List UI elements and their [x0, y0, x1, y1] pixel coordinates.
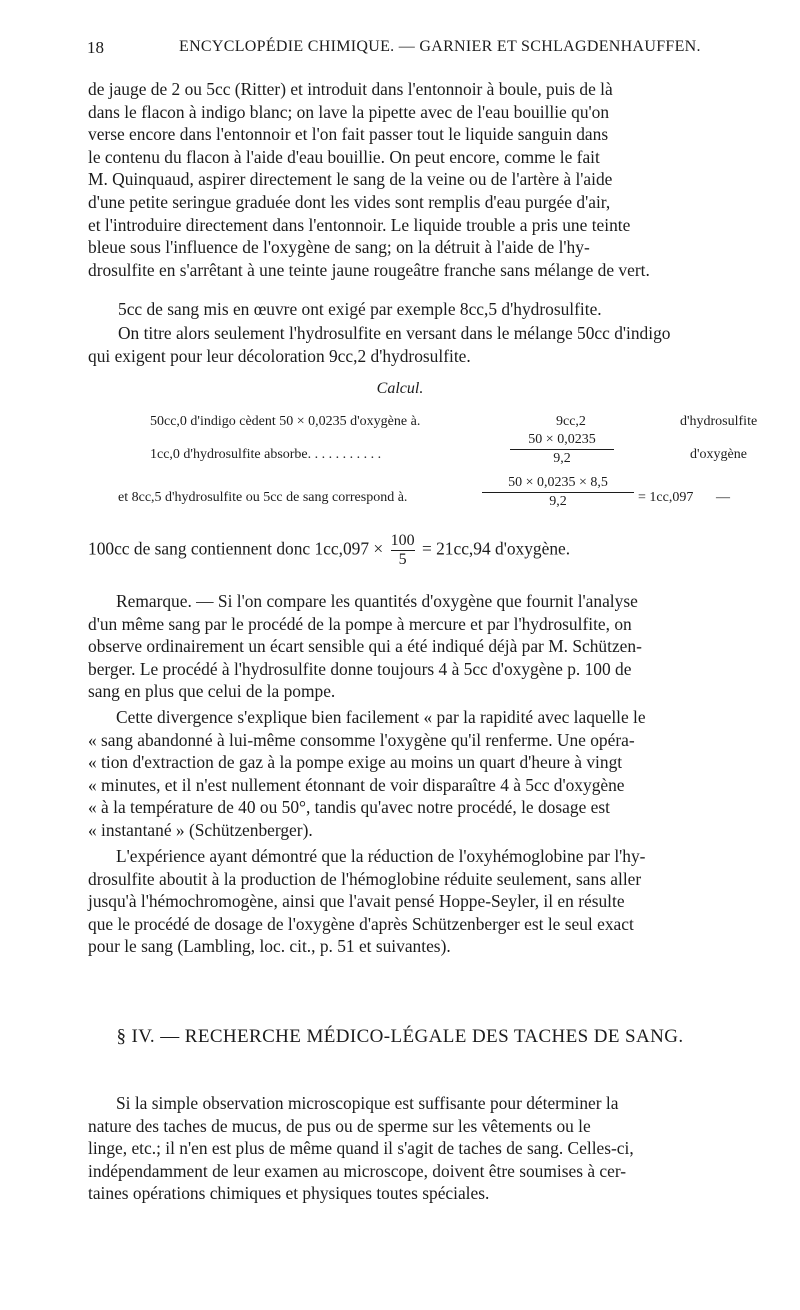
equation-prefix: 100cc de sang contiennent donc 1cc,097 ×: [88, 538, 384, 559]
text-line: et l'introduire directement dans l'entonnoir. Le liquide trouble a pris une teinte: [88, 214, 631, 235]
running-title: ENCYCLOPÉDIE CHIMIQUE. — GARNIER ET SCHLAGDENHAUFFEN.: [179, 38, 701, 55]
text-line: de jauge de 2 ou 5cc (Ritter) et introduit dans l'entonnoir à boule, puis de là: [88, 79, 613, 99]
calc-line-1-value: 9cc,2: [556, 414, 586, 429]
text-line: taines opérations chimiques et physiques toutes spéciales.: [88, 1183, 490, 1204]
equation-fraction: [391, 532, 415, 569]
fraction-numerator: 50 × 0,0235: [510, 432, 614, 450]
text-line: nature des taches de mucus, de pus ou de sperme sur les vêtements ou le: [88, 1115, 591, 1136]
text-line: L'expérience ayant démontré que la réduction de l'oxyhémoglobine par l'hy-: [116, 846, 646, 866]
text-line: observe ordinairement un écart sensible qui a été indiqué déjà par M. Schützen-: [88, 636, 642, 657]
text-line: « instantané » (Schützenberger).: [88, 819, 313, 840]
text-line: d'une petite seringue graduée dont les vides sont remplis d'eau purgée d'air,: [88, 191, 611, 212]
fraction-denominator: 5: [398, 551, 407, 568]
paragraph-experience: [88, 845, 780, 958]
text-line: « à la température de 40 ou 50°, tandis qu'avec notre procédé, le dosage est: [88, 797, 610, 818]
text-line: Cette divergence s'explique bien facilement « par la rapidité avec laquelle le: [116, 707, 646, 727]
text-line: M. Quinquaud, aspirer directement le sang de la veine ou de l'artère à l'aide: [88, 169, 613, 190]
page-number: 18: [87, 38, 104, 57]
text-line: le contenu du flacon à l'aide d'eau bouillie. On peut encore, comme le fait: [88, 146, 600, 167]
text-line: On titre alors seulement l'hydrosulfite en versant dans le mélange 50cc d'indigo: [118, 323, 671, 343]
text-line: drosulfite aboutit à la production de l'hémoglobine réduite seulement, sans aller: [88, 868, 642, 889]
fraction-numerator: 100: [390, 532, 415, 549]
text-line: linge, etc.; il n'en est plus de même quand il s'agit de taches de sang. Celles-ci,: [88, 1138, 634, 1159]
page-header: [87, 38, 780, 62]
text-line: « sang abandonné à lui-même consomme l'oxygène qu'il renferme. Une opéra-: [88, 729, 635, 750]
calc-line-2-label: 1cc,0 d'hydrosulfite absorbe. . . . . . . . . . .: [150, 447, 382, 462]
calc-line-2-fraction: [510, 432, 614, 467]
text-line: qui exigent pour leur décoloration 9cc,2 d'hydrosulfite.: [88, 345, 471, 366]
text-line: « minutes, et il n'est nullement étonnant de voir disparaître 4 à 5cc d'oxygène: [88, 774, 625, 795]
equation-suffix: = 21cc,94 d'oxygène.: [421, 538, 571, 559]
paragraph-example: [88, 298, 780, 321]
text-line: berger. Le procédé à l'hydrosulfite donne toujours 4 à 5cc d'oxygène p. 100 de: [88, 658, 632, 679]
calc-line-2-unit: d'oxygène: [690, 447, 747, 462]
text-line: Remarque. — Si l'on compare les quantités d'oxygène que fournit l'analyse: [116, 591, 638, 611]
paragraph-divergence: [88, 706, 780, 842]
calc-line-3-fraction: [482, 475, 634, 510]
calc-line-3-label: et 8cc,5 d'hydrosulfite ou 5cc de sang correspond à.: [118, 490, 408, 505]
text-line: pour le sang (Lambling, loc. cit., p. 51 et suivantes).: [88, 936, 451, 957]
text-line: Si la simple observation microscopique est suffisante pour déterminer la: [116, 1093, 619, 1113]
text-line: dans le flacon à indigo blanc; on lave la pipette avec de l'eau bouillie qu'on: [88, 101, 610, 122]
text-line: bleue sous l'influence de l'oxygène de sang; on la détruit à l'aide de l'hy-: [88, 237, 590, 258]
fraction-numerator: 50 × 0,0235 × 8,5: [482, 475, 634, 493]
text-line: drosulfite en s'arrêtant à une teinte jaune rougeâtre franche sans mélange de vert.: [88, 259, 650, 280]
text-line: indépendamment de leur examen au microscope, doivent être soumises à cer-: [88, 1160, 627, 1181]
paragraph-taches: [88, 1092, 780, 1205]
paragraph-remarque: [88, 590, 780, 703]
calc-line-1-unit: d'hydrosulfite: [680, 414, 758, 429]
text-line: « tion d'extraction de gaz à la pompe exige au moins un quart d'heure à vingt: [88, 752, 623, 773]
fraction-denominator: 9,2: [553, 451, 571, 466]
text-line: jusqu'à l'hémochromogène, ainsi que l'avait pensé Hoppe-Seyler, il en résulte: [88, 891, 625, 912]
calc-line-3-ditto: —: [716, 490, 730, 505]
text-line: que le procédé de dosage de l'oxygène d'après Schützenberger est le seul exact: [88, 913, 634, 934]
paragraph-method: [88, 78, 780, 281]
text-line: verse encore dans l'entonnoir et l'on fait passer tout le liquide sanguin dans: [88, 124, 609, 145]
text-line: sang en plus que celui de la pompe.: [88, 681, 336, 702]
calc-line-3-result: = 1cc,097: [638, 490, 694, 505]
calc-line-1-label: 50cc,0 d'indigo cèdent 50 × 0,0235 d'oxygène à.: [150, 414, 421, 429]
section-heading: § IV. — RECHERCHE MÉDICO-LÉGALE DES TACHES DE SANG.: [116, 1026, 684, 1047]
text-line: d'un même sang par le procédé de la pompe à mercure et par l'hydrosulfite, on: [88, 613, 632, 634]
oxygen-result-equation: [88, 532, 570, 569]
calcul-heading: Calcul.: [376, 380, 424, 397]
paragraph-titrage: [88, 322, 780, 367]
text-line: 5cc de sang mis en œuvre ont exigé par exemple 8cc,5 d'hydrosulfite.: [118, 299, 602, 319]
fraction-denominator: 9,2: [549, 494, 567, 509]
